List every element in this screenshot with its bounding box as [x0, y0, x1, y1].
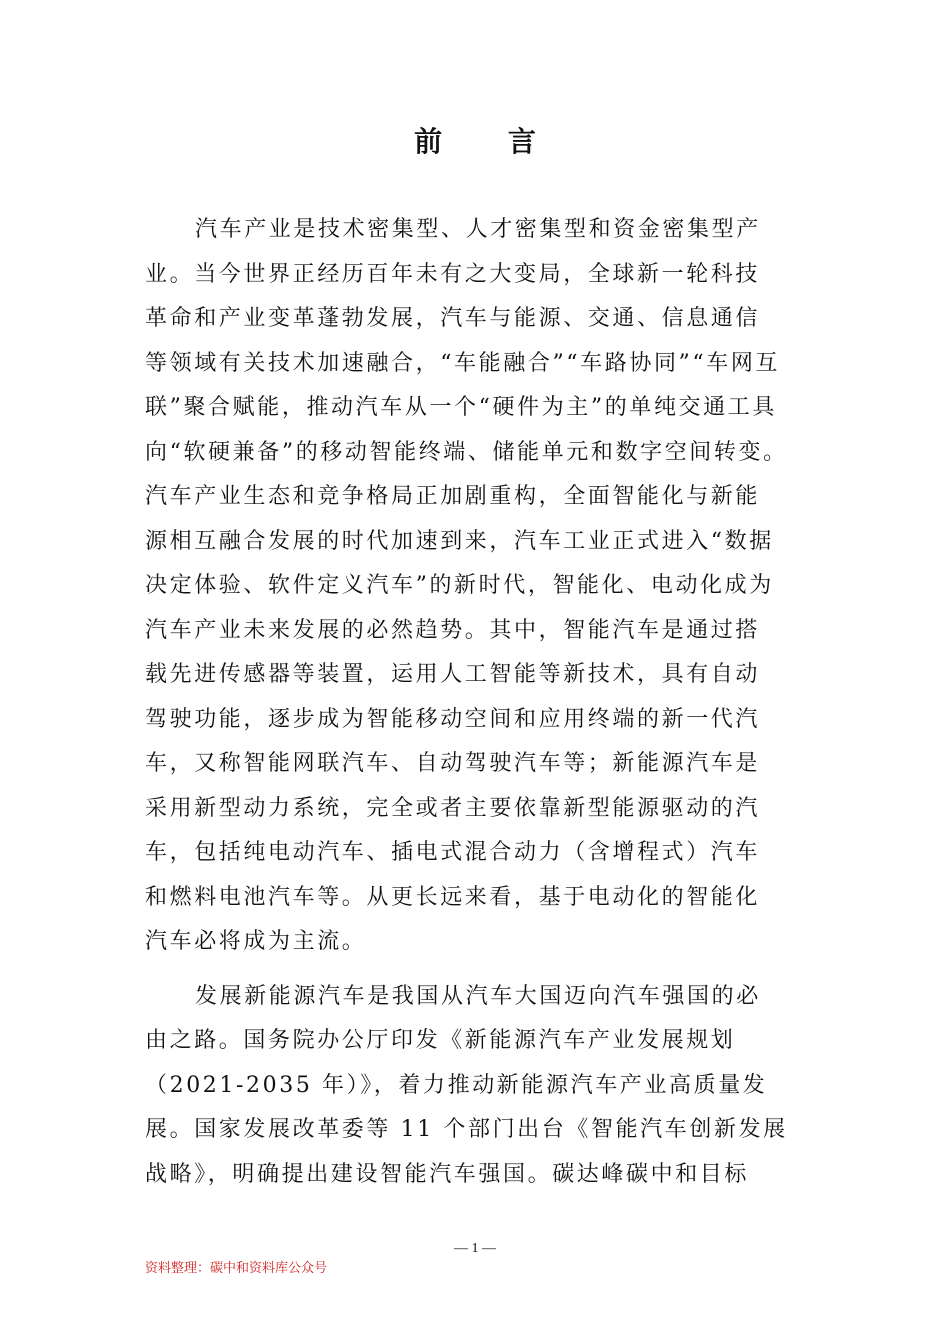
- paragraph-line: 由之路。国务院办公厅印发《新能源汽车产业发展规划: [145, 1028, 736, 1053]
- paragraph-1: [145, 208, 807, 965]
- paragraph-line: 载先进传感器等装置，运用人工智能等新技术，具有自动: [145, 662, 761, 687]
- paragraph-line: 车，又称智能网联汽车、自动驾驶汽车等；新能源汽车是: [145, 751, 761, 776]
- paragraph-line: 等领域有关技术加速融合，“车能融合”“车路协同”“车网互: [145, 350, 781, 376]
- source-note: 资料整理：碳中和资料库公众号: [145, 1261, 328, 1276]
- page-title: 前 言: [414, 125, 564, 158]
- paragraph-line: 和燃料电池汽车等。从更长远来看，基于电动化的智能化: [145, 884, 761, 910]
- paragraph-line: 驾驶功能，逐步成为智能移动空间和应用终端的新一代汽: [145, 706, 761, 732]
- page-number: — 1 —: [454, 1241, 496, 1256]
- paragraph-2: [145, 975, 807, 1198]
- paragraph-line: 汽车产业生态和竞争格局正加剧重构，全面智能化与新能: [145, 484, 761, 509]
- paragraph-line: 发展新能源汽车是我国从汽车大国迈向汽车强国的必: [195, 983, 761, 1009]
- paragraph-line: 汽车产业是技术密集型、人才密集型和资金密集型产: [195, 217, 761, 242]
- paragraph-line: 决定体验、软件定义汽车”的新时代，智能化、电动化成为: [145, 573, 774, 598]
- paragraph-line: 展。国家发展改革委等 11 个部门出台《智能汽车创新发展: [145, 1117, 788, 1142]
- paragraph-line: 向“软硬兼备”的移动智能终端、储能单元和数字空间转变。: [145, 439, 788, 465]
- paragraph-line: （2021-2035 年）》，着力推动新能源汽车产业高质量发: [145, 1072, 768, 1098]
- paragraph-line: 战略》，明确提出建设智能汽车强国。碳达峰碳中和目标: [145, 1161, 750, 1187]
- paragraph-line: 联”聚合赋能，推动汽车从一个“硬件为主”的单纯交通工具: [145, 395, 777, 420]
- paragraph-line: 业。当今世界正经历百年未有之大变局，全球新一轮科技: [145, 261, 761, 287]
- paragraph-line: 汽车产业未来发展的必然趋势。其中，智能汽车是通过搭: [145, 617, 761, 643]
- paragraph-line: 采用新型动力系统，完全或者主要依靠新型能源驱动的汽: [145, 795, 761, 821]
- paragraph-line: 革命和产业变革蓬勃发展，汽车与能源、交通、信息通信: [145, 306, 761, 331]
- paragraph-line: 车，包括纯电动汽车、插电式混合动力（含增程式）汽车: [145, 840, 761, 865]
- document-body: [145, 208, 807, 1197]
- paragraph-line: 汽车必将成为主流。: [145, 929, 367, 954]
- paragraph-line: 源相互融合发展的时代加速到来，汽车工业正式进入“数据: [145, 528, 774, 554]
